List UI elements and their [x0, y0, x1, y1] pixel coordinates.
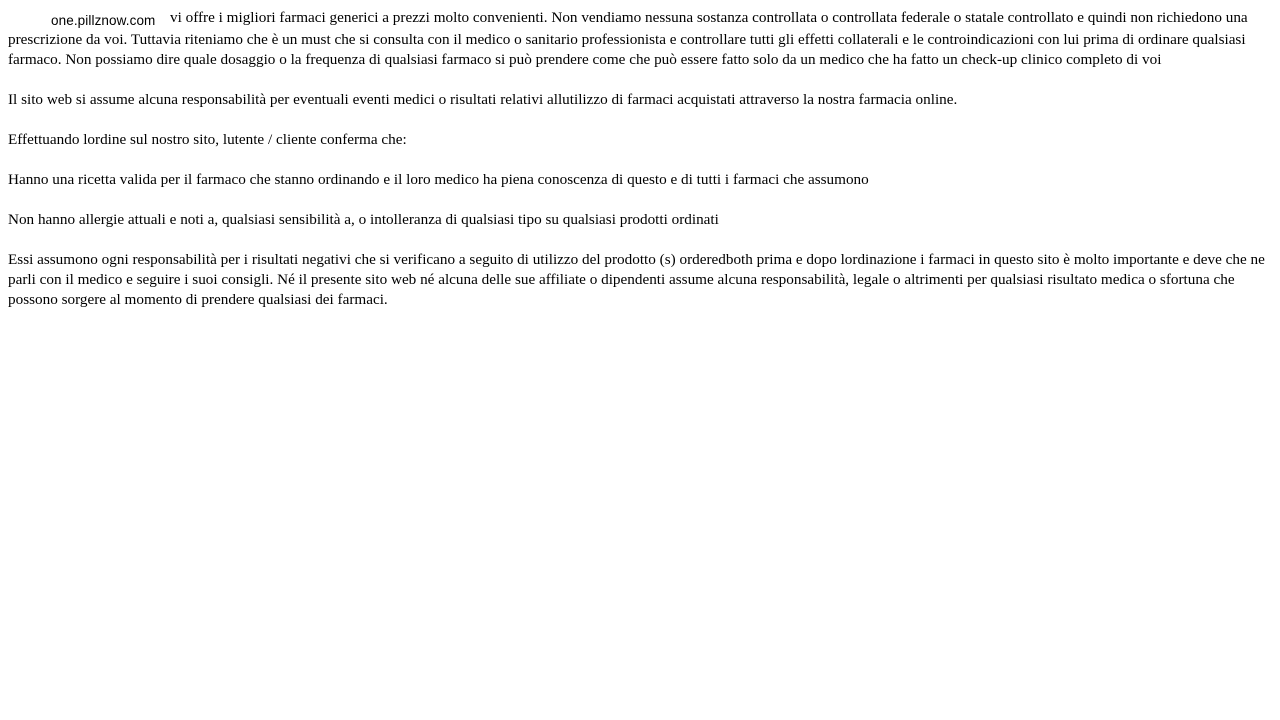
responsibility-paragraph: Essi assumono ogni responsabilità per i risultati negativi che si verificano a seguito di utilizzo del prodotto (s) orderedboth prima e dopo lordinazione i farmaci in questo sito è molto importante e deve che ne parli con il medico e seguire i suoi consigli. Né il presente sito web né alcuna delle sue affiliate o dipendenti assume alcuna responsabilità, legale o altrimenti per qualsiasi risultato medica o sfortuna che possono sorgere al momento di prendere qualsiasi dei farmaci.: [8, 251, 1265, 308]
allergies-paragraph: Non hanno allergie attuali e noti a, qualsiasi sensibilità a, o intolleranza di qualsiasi tipo su qualsiasi prodotti ordinati: [8, 211, 719, 228]
intro-paragraph: [8, 8, 1272, 70]
prescription-paragraph: Hanno una ricetta valida per il farmaco che stanno ordinando e il loro medico ha piena conoscenza di questo e di tutti i farmaci che assumono: [8, 171, 869, 188]
order-confirm-paragraph: Effettuando lordine sul nostro sito, lutente / cliente conferma che:: [8, 131, 407, 148]
intro-text: vi offre i migliori farmaci generici a prezzi molto convenienti. Non vendiamo nessuna sostanza controllata o controllata federale o statale controllato e quindi non richiedono una prescrizione da voi. Tuttavia riteniamo che è un must che si consulta con il medico o sanitario professionista e controllare tutti gli effetti collaterali e le controindicazioni con lui prima di ordinare qualsiasi farmaco. Non possiamo dire quale dosaggio o la frequenza di qualsiasi farmaco si può prendere come che può essere fatto solo da un medico che ha fatto un check-up clinico completo di voi: [8, 9, 1248, 68]
site-logo-image: one.pillznow.com: [51, 13, 156, 28]
liability-paragraph: Il sito web si assume alcuna responsabilità per eventuali eventi medici o risultati relativi allutilizzo di farmaci acquistati attraverso la nostra farmacia online.: [8, 91, 958, 108]
disclaimer-document: [0, 0, 1280, 310]
